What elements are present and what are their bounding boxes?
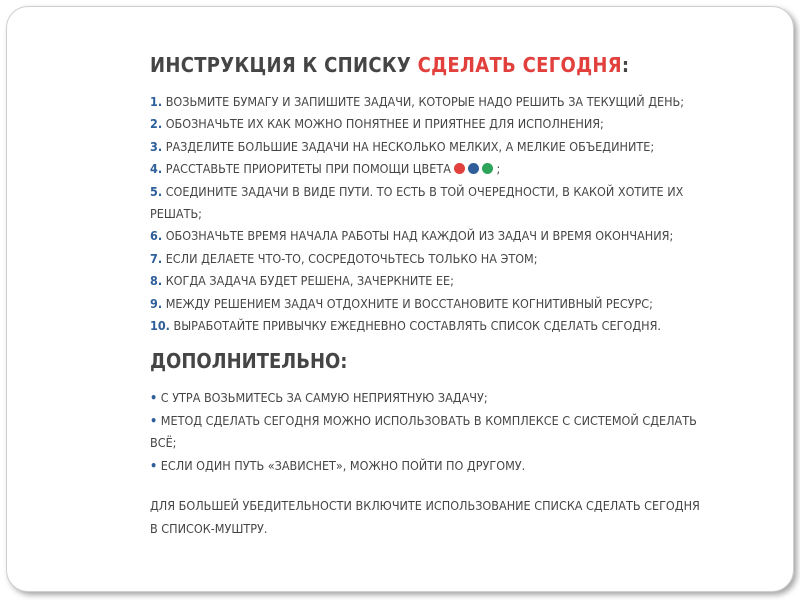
list-item [150, 181, 710, 226]
list-item [150, 113, 710, 135]
item-number: 3. [150, 138, 163, 154]
bullet-icon: • [150, 412, 158, 428]
item-text: ОБОЗНАЧЬТЕ ВРЕМЯ НАЧАЛА РАБОТЫ НАД КАЖДОЙ ИЗ ЗАДАЧ И ВРЕМЯ ОКОНЧАНИЯ; [165, 228, 674, 244]
blue-dot-icon [468, 163, 479, 174]
list-item [150, 410, 710, 455]
item-text: КОГДА ЗАДАЧА БУДЕТ РЕШЕНА, ЗАЧЕРКНИТЕ ЕЕ; [165, 273, 454, 289]
list-item [150, 158, 710, 180]
slide-content [150, 53, 710, 540]
item-text: ОБОЗНАЧЬТЕ ИХ КАК МОЖНО ПОНЯТНЕЕ И ПРИЯТНЕЕ ДЛЯ ИСПОЛНЕНИЯ; [165, 116, 604, 132]
item-text: РАЗДЕЛИТЕ БОЛЬШИЕ ЗАДАЧИ НА НЕСКОЛЬКО МЕЛКИХ, А МЕЛКИЕ ОБЪЕДИНИТЕ; [165, 138, 655, 154]
item-number: 2. [150, 116, 163, 132]
title-accent: СДЕЛАТЬ СЕГОДНЯ [417, 53, 622, 77]
list-item [150, 455, 710, 477]
footer-note: ДЛЯ БОЛЬШЕЙ УБЕДИТЕЛЬНОСТИ ВКЛЮЧИТЕ ИСПОЛЬЗОВАНИЕ СПИСКА СДЕЛАТЬ СЕГОДНЯ В СПИСОК-МУШТРУ. [150, 498, 700, 536]
item-number: 10. [150, 318, 170, 334]
item-number: 4. [150, 161, 163, 177]
list-item [150, 225, 710, 247]
item-text: ВОЗЬМИТЕ БУМАГУ И ЗАПИШИТЕ ЗАДАЧИ, КОТОРЫЕ НАДО РЕШИТЬ ЗА ТЕКУЩИЙ ДЕНЬ; [165, 94, 685, 109]
page-title [150, 53, 710, 77]
extra-heading: ДОПОЛНИТЕЛЬНО: [150, 349, 348, 374]
item-number: 8. [150, 273, 163, 289]
list-item [150, 136, 710, 158]
list-item [150, 91, 710, 113]
bullet-icon: • [150, 457, 158, 473]
list-item [150, 293, 710, 315]
list-item [150, 248, 710, 270]
item-text: С УТРА ВОЗЬМИТЕСЬ ЗА САМУЮ НЕПРИЯТНУЮ ЗАДАЧУ; [160, 390, 488, 406]
red-dot-icon [454, 163, 465, 174]
item-number: 7. [150, 250, 163, 266]
green-dot-icon [482, 163, 493, 174]
list-item [150, 270, 710, 292]
title-prefix: ИНСТРУКЦИЯ К СПИСКУ [150, 53, 412, 77]
instruction-list [150, 91, 710, 337]
item-text: СОЕДИНИТЕ ЗАДАЧИ В ВИДЕ ПУТИ. ТО ЕСТЬ В ТОЙ ОЧЕРЕДНОСТИ, В КАКОЙ ХОТИТЕ ИХ РЕШАТЬ; [150, 183, 684, 222]
list-item [150, 387, 710, 409]
item-end: ; [496, 161, 501, 177]
list-item [150, 315, 710, 337]
item-number: 9. [150, 295, 163, 311]
item-text: ЕСЛИ ДЕЛАЕТЕ ЧТО-ТО, СОСРЕДОТОЧЬТЕСЬ ТОЛЬКО НА ЭТОМ; [165, 250, 538, 266]
item-number: 5. [150, 183, 163, 199]
extra-list [150, 387, 710, 477]
item-text: ЕСЛИ ОДИН ПУТЬ «ЗАВИСНЕТ», МОЖНО ПОЙТИ ПО ДРУГОМУ. [160, 457, 526, 473]
item-text: ВЫРАБОТАЙТЕ ПРИВЫЧКУ ЕЖЕДНЕВНО СОСТАВЛЯТЬ СПИСОК СДЕЛАТЬ СЕГОДНЯ. [173, 318, 661, 334]
item-text: МЕЖДУ РЕШЕНИЕМ ЗАДАЧ ОТДОХНИТЕ И ВОССТАНОВИТЕ КОГНИТИВНЫЙ РЕСУРС; [165, 295, 653, 311]
item-number: 1. [150, 94, 163, 109]
bullet-icon: • [150, 390, 158, 406]
item-text: РАССТАВЬТЕ ПРИОРИТЕТЫ ПРИ ПОМОЩИ ЦВЕТА [165, 161, 451, 177]
item-text: МЕТОД СДЕЛАТЬ СЕГОДНЯ МОЖНО ИСПОЛЬЗОВАТЬ В КОМПЛЕКСЕ С СИСТЕМОЙ СДЕЛАТЬ ВСЁ; [150, 412, 697, 451]
item-number: 6. [150, 228, 163, 244]
title-suffix: : [621, 53, 630, 77]
slide-frame [6, 6, 794, 592]
